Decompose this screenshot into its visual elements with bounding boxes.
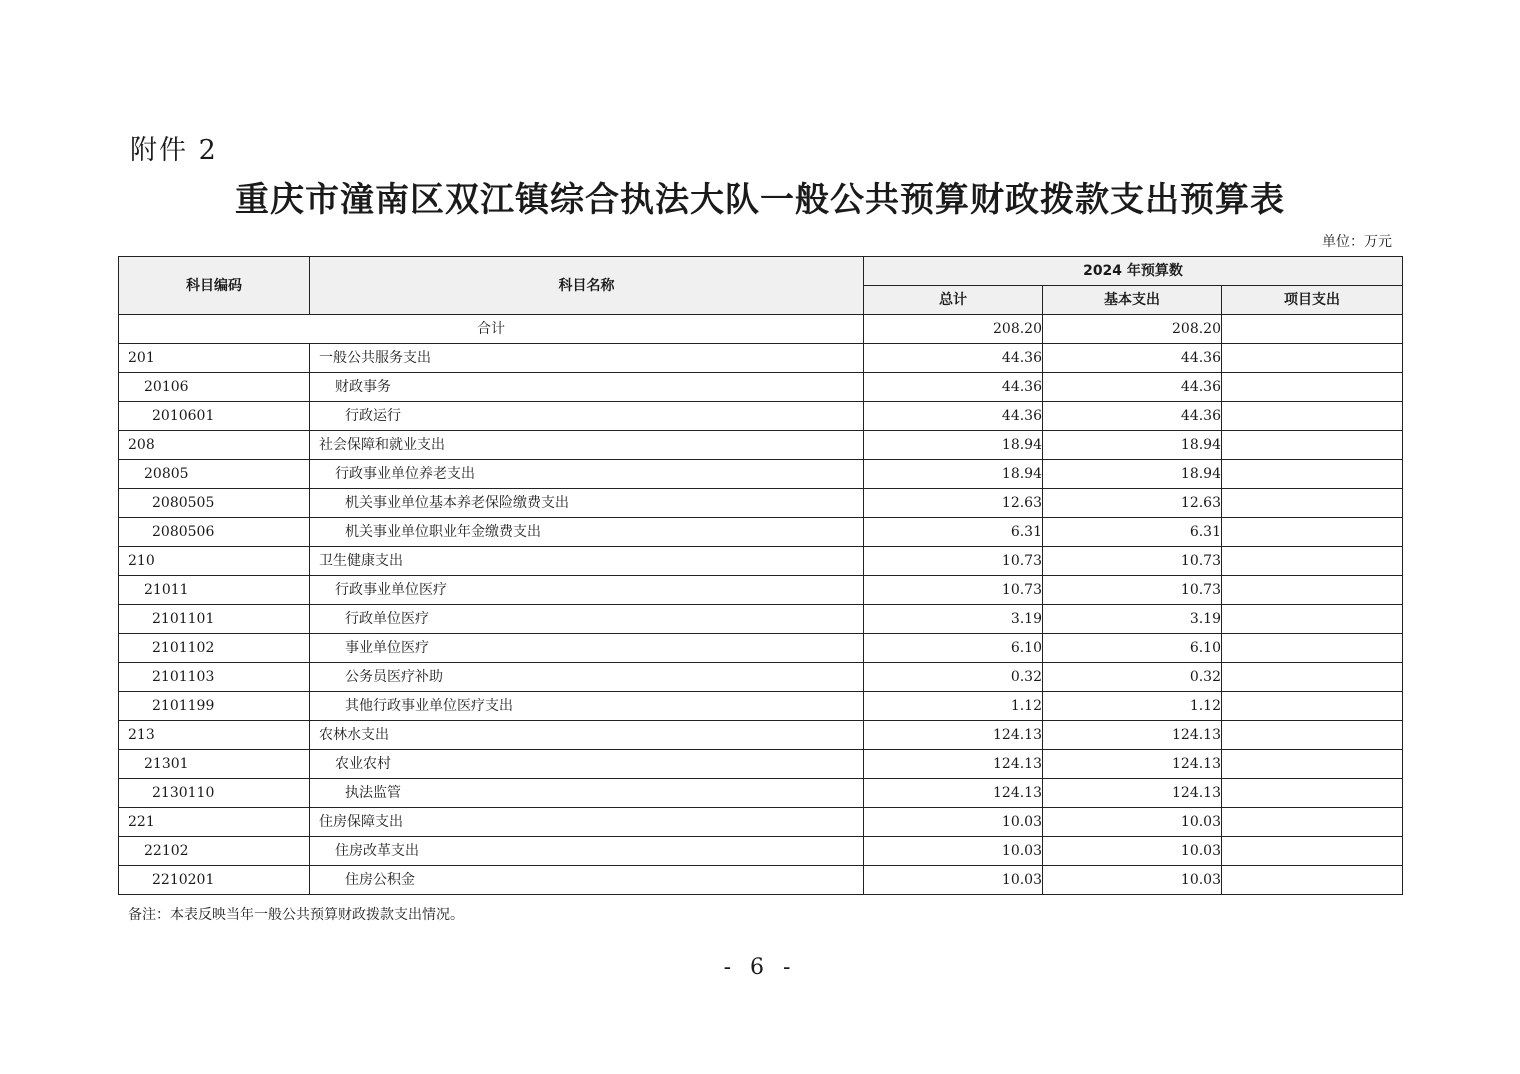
cell-total: 10.03 (864, 837, 1043, 866)
cell-total: 44.36 (864, 402, 1043, 431)
table-row (119, 489, 1403, 518)
cell-code: 221 (119, 808, 310, 837)
cell-basic: 6.10 (1043, 634, 1222, 663)
cell-name: 机关事业单位职业年金缴费支出 (310, 518, 864, 547)
cell-name: 公务员医疗补助 (310, 663, 864, 692)
cell-total: 6.31 (864, 518, 1043, 547)
cell-total: 18.94 (864, 460, 1043, 489)
cell-project (1222, 721, 1403, 750)
header-project: 项目支出 (1222, 286, 1403, 315)
cell-total: 124.13 (864, 779, 1043, 808)
cell-code: 2101103 (119, 663, 310, 692)
cell-code: 2080505 (119, 489, 310, 518)
cell-name: 一般公共服务支出 (310, 344, 864, 373)
cell-basic: 1.12 (1043, 692, 1222, 721)
cell-name: 行政运行 (310, 402, 864, 431)
cell-basic: 10.03 (1043, 808, 1222, 837)
cell-basic: 12.63 (1043, 489, 1222, 518)
cell-code: 2080506 (119, 518, 310, 547)
header-total: 总计 (864, 286, 1043, 315)
table-row (119, 547, 1403, 576)
table-row (119, 750, 1403, 779)
cell-name: 住房改革支出 (310, 837, 864, 866)
cell-basic: 10.03 (1043, 837, 1222, 866)
cell-code: 213 (119, 721, 310, 750)
budget-table (118, 256, 1403, 895)
cell-basic: 18.94 (1043, 460, 1222, 489)
cell-project (1222, 547, 1403, 576)
cell-basic: 10.73 (1043, 547, 1222, 576)
total-row-label: 合计 (119, 315, 864, 344)
cell-total: 10.03 (864, 808, 1043, 837)
cell-name: 农林水支出 (310, 721, 864, 750)
cell-code: 20805 (119, 460, 310, 489)
cell-total: 10.73 (864, 576, 1043, 605)
table-row (119, 779, 1403, 808)
cell-project (1222, 344, 1403, 373)
cell-total: 124.13 (864, 750, 1043, 779)
cell-code: 210 (119, 547, 310, 576)
cell-total: 44.36 (864, 373, 1043, 402)
cell-basic: 124.13 (1043, 779, 1222, 808)
cell-basic: 124.13 (1043, 721, 1222, 750)
table-body (119, 315, 1403, 895)
table-note: 备注：本表反映当年一般公共预算财政拨款支出情况。 (128, 907, 464, 923)
cell-code: 201 (119, 344, 310, 373)
cell-basic: 44.36 (1043, 344, 1222, 373)
cell-project (1222, 692, 1403, 721)
header-year-group: 2024 年预算数 (864, 257, 1403, 286)
cell-project (1222, 518, 1403, 547)
table-row (119, 808, 1403, 837)
cell-total: 124.13 (864, 721, 1043, 750)
cell-basic: 3.19 (1043, 605, 1222, 634)
cell-project (1222, 460, 1403, 489)
header-name: 科目名称 (310, 257, 864, 315)
cell-code: 2101101 (119, 605, 310, 634)
cell-name: 行政事业单位养老支出 (310, 460, 864, 489)
table-row (119, 605, 1403, 634)
cell-code: 21301 (119, 750, 310, 779)
header-code: 科目编码 (119, 257, 310, 315)
cell-project (1222, 489, 1403, 518)
table-row (119, 576, 1403, 605)
cell-project (1222, 576, 1403, 605)
cell-code: 22102 (119, 837, 310, 866)
cell-project (1222, 779, 1403, 808)
cell-name: 执法监管 (310, 779, 864, 808)
total-row-total: 208.20 (864, 315, 1043, 344)
cell-basic: 10.03 (1043, 866, 1222, 895)
cell-code: 208 (119, 431, 310, 460)
cell-project (1222, 866, 1403, 895)
table-row (119, 866, 1403, 895)
cell-project (1222, 402, 1403, 431)
cell-name: 其他行政事业单位医疗支出 (310, 692, 864, 721)
table-header (119, 257, 1403, 315)
header-basic: 基本支出 (1043, 286, 1222, 315)
table-row (119, 460, 1403, 489)
cell-name: 机关事业单位基本养老保险缴费支出 (310, 489, 864, 518)
cell-total: 6.10 (864, 634, 1043, 663)
cell-code: 21011 (119, 576, 310, 605)
cell-name: 行政事业单位医疗 (310, 576, 864, 605)
cell-project (1222, 750, 1403, 779)
cell-project (1222, 431, 1403, 460)
total-row (119, 315, 1403, 344)
table-row (119, 663, 1403, 692)
cell-total: 12.63 (864, 489, 1043, 518)
cell-basic: 44.36 (1043, 402, 1222, 431)
unit-label: 单位：万元 (1322, 234, 1392, 250)
cell-project (1222, 837, 1403, 866)
table-row (119, 634, 1403, 663)
table-row (119, 518, 1403, 547)
page-title: 重庆市潼南区双江镇综合执法大队一般公共预算财政拨款支出预算表 (235, 180, 1285, 220)
table-row (119, 402, 1403, 431)
cell-project (1222, 808, 1403, 837)
cell-name: 农业农村 (310, 750, 864, 779)
table-row (119, 692, 1403, 721)
table-row (119, 344, 1403, 373)
cell-code: 2010601 (119, 402, 310, 431)
total-row-project (1222, 315, 1403, 344)
cell-basic: 0.32 (1043, 663, 1222, 692)
cell-total: 10.03 (864, 866, 1043, 895)
cell-name: 住房保障支出 (310, 808, 864, 837)
cell-name: 卫生健康支出 (310, 547, 864, 576)
page-number: - 6 - (723, 955, 797, 980)
cell-basic: 124.13 (1043, 750, 1222, 779)
cell-project (1222, 663, 1403, 692)
cell-name: 行政单位医疗 (310, 605, 864, 634)
cell-total: 18.94 (864, 431, 1043, 460)
cell-code: 2101199 (119, 692, 310, 721)
cell-basic: 44.36 (1043, 373, 1222, 402)
cell-project (1222, 634, 1403, 663)
cell-basic: 6.31 (1043, 518, 1222, 547)
cell-total: 3.19 (864, 605, 1043, 634)
total-row-basic: 208.20 (1043, 315, 1222, 344)
cell-name: 事业单位医疗 (310, 634, 864, 663)
cell-code: 20106 (119, 373, 310, 402)
cell-code: 2130110 (119, 779, 310, 808)
cell-basic: 18.94 (1043, 431, 1222, 460)
cell-name: 社会保障和就业支出 (310, 431, 864, 460)
cell-name: 财政事务 (310, 373, 864, 402)
cell-total: 1.12 (864, 692, 1043, 721)
cell-total: 0.32 (864, 663, 1043, 692)
cell-total: 10.73 (864, 547, 1043, 576)
cell-project (1222, 373, 1403, 402)
table-row (119, 837, 1403, 866)
attachment-label: 附件 2 (130, 135, 218, 166)
cell-total: 44.36 (864, 344, 1043, 373)
cell-code: 2210201 (119, 866, 310, 895)
table-row (119, 431, 1403, 460)
table-row (119, 721, 1403, 750)
cell-code: 2101102 (119, 634, 310, 663)
cell-basic: 10.73 (1043, 576, 1222, 605)
cell-name: 住房公积金 (310, 866, 864, 895)
table-row (119, 373, 1403, 402)
cell-project (1222, 605, 1403, 634)
